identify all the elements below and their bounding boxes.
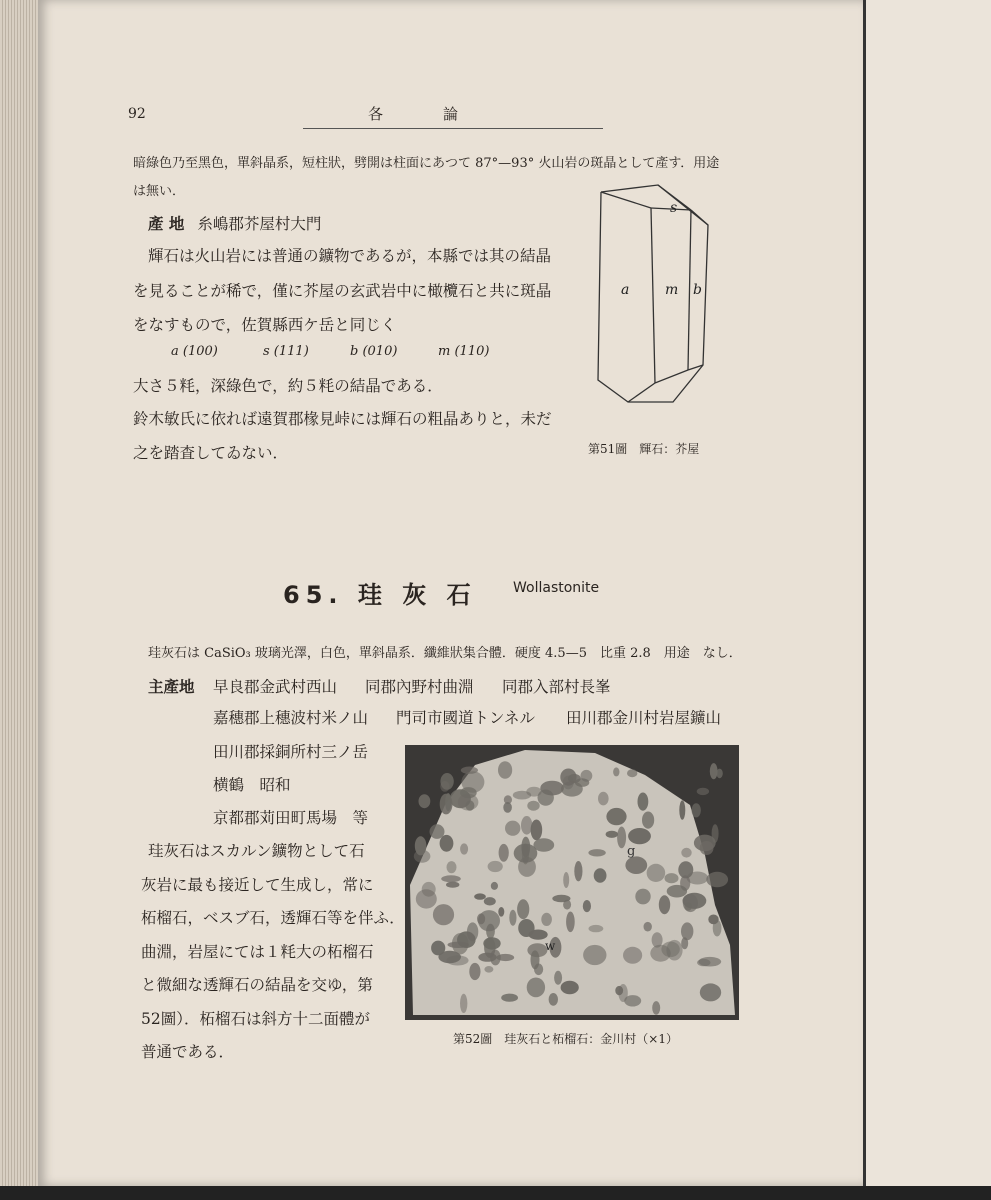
garnet-spot — [710, 763, 718, 779]
paragraph-line: をなすもので，佐賀縣西ケ岳と同じく — [133, 316, 397, 334]
garnet-spot — [652, 1001, 660, 1015]
garnet-spot — [588, 849, 605, 856]
garnet-spot — [563, 872, 569, 888]
paragraph-line: 鈴木敏氏に依れば遠賀郡椽見峠には輝石の粗晶ありと，未だ — [133, 410, 552, 428]
garnet-spot — [527, 978, 545, 998]
garnet-spot — [635, 889, 650, 905]
paragraph-line: 珪灰石はスカルン鑛物として石 — [148, 842, 365, 860]
garnet-spot — [642, 812, 654, 829]
garnet-spot — [541, 913, 552, 926]
locality-label: 產 地 — [148, 214, 185, 233]
garnet-spot — [706, 872, 728, 887]
paragraph-line: を見ることが稀で，僅に芥屋の玄武岩中に橄欖石と共に斑晶 — [133, 282, 552, 300]
adjacent-page — [863, 0, 991, 1186]
locality-item: 早良郡金武村西山 — [213, 678, 338, 696]
garnet-spot — [698, 957, 721, 967]
garnet-spot — [618, 984, 627, 1002]
figure-51-caption: 第51圖 輝石：芥屋 — [588, 442, 700, 456]
garnet-spot — [647, 864, 666, 882]
garnet-spot — [697, 788, 709, 795]
garnet-spot — [488, 861, 503, 872]
figure-52-caption: 第52圖 珪灰石と柘榴石：金川村（×1） — [453, 1032, 678, 1046]
garnet-spot — [531, 950, 540, 969]
garnet-spot — [483, 937, 500, 949]
garnet-spot — [518, 919, 534, 937]
garnet-spot — [478, 953, 496, 962]
paragraph-line: 輝石は火山岩には普通の鑛物であるが，本縣では其の結晶 — [148, 247, 552, 265]
garnet-spot — [575, 778, 589, 787]
garnet-spot — [560, 769, 576, 786]
crystal-face: a (100) — [171, 344, 218, 359]
garnet-spot — [501, 994, 518, 1002]
locality-item: 門司市國道トンネル — [396, 709, 536, 727]
locality-item: 同郡入部村長峯 — [502, 678, 611, 696]
paragraph-line: 曲淵，岩屋にては１粍大の柘榴石 — [141, 943, 374, 961]
garnet-spot — [667, 885, 687, 898]
figure-label-m: m — [665, 282, 679, 298]
figure-label-s: s — [670, 200, 678, 216]
garnet-spot — [574, 861, 582, 881]
garnet-spot — [509, 910, 516, 926]
garnet-spot — [491, 882, 498, 890]
garnet-spot — [617, 827, 626, 849]
crystal-face: m (110) — [438, 344, 490, 359]
garnet-spot — [623, 947, 642, 964]
figure-label-a: a — [621, 282, 630, 298]
garnet-spot — [561, 981, 579, 994]
garnet-spot — [583, 945, 606, 965]
photo-label-g: g — [627, 844, 636, 859]
garnet-spot — [441, 875, 461, 882]
garnet-spot — [606, 831, 618, 838]
garnet-spot — [538, 790, 554, 806]
garnet-spot — [446, 882, 459, 888]
paragraph-line: 柘榴石，ベスブ石，透輝石等を伴ふ． — [141, 909, 405, 927]
paragraph-line: 大さ５粍，深綠色で，約５粍の結晶である． — [133, 377, 443, 395]
garnet-spot — [467, 922, 478, 941]
garnet-spot — [505, 821, 520, 836]
paragraph-line: 之を踏査してゐない． — [133, 444, 289, 462]
garnet-spot — [627, 769, 637, 777]
garnet-spot — [708, 915, 718, 925]
garnet-spot — [681, 922, 693, 940]
scan-bottom-edge — [0, 1186, 991, 1200]
garnet-spot — [659, 895, 670, 914]
garnet-spot — [683, 894, 698, 912]
garnet-spot — [460, 843, 468, 854]
locality-item: 京都郡苅田町馬場 等 — [213, 809, 369, 827]
garnet-spot — [438, 951, 461, 963]
garnet-spot — [644, 922, 652, 932]
paragraph-line: 普通である． — [141, 1043, 235, 1061]
header-rule — [303, 128, 603, 129]
locality-item: 嘉穗郡上穗波村米ノ山 — [213, 709, 369, 727]
figure-label-b: b — [693, 282, 702, 298]
garnet-spot — [650, 945, 670, 962]
pyroxene-crystal-figure — [573, 180, 733, 410]
photo-label-w: w — [545, 939, 556, 953]
locality-item: 同郡內野村曲淵 — [365, 678, 474, 696]
book-page-edges — [0, 0, 38, 1200]
garnet-spot — [554, 971, 562, 985]
garnet-spot — [521, 816, 532, 835]
locality-item: 田川郡金川村岩屋鑛山 — [566, 709, 722, 727]
garnet-spot — [460, 994, 467, 1013]
garnet-spot — [440, 781, 449, 792]
intro-line: 暗綠色乃至黑色，單斜晶系，短柱狀，劈開は柱面にあつて 87°—93° 火山岩の斑晶として產す．用途 — [133, 156, 720, 171]
section-title: 65. 珪 灰 石 — [283, 581, 477, 609]
garnet-spot — [583, 900, 591, 912]
intro-line: は無い． — [133, 184, 186, 199]
garnet-spot — [422, 882, 436, 897]
garnet-spot — [484, 897, 496, 905]
paragraph-line: と微細な透輝石の結晶を交ゆ，第 — [141, 976, 373, 994]
wollastonite-specimen-photo — [405, 745, 739, 1020]
garnet-spot — [461, 767, 478, 774]
garnet-spot — [594, 868, 607, 883]
locality-text: 糸嶋郡芥屋村大門 — [197, 215, 322, 233]
garnet-spot — [498, 761, 512, 779]
running-head: 各論 — [368, 105, 519, 123]
garnet-spot — [433, 904, 454, 925]
garnet-spot — [452, 933, 469, 954]
garnet-spot — [469, 963, 480, 980]
garnet-spot — [681, 848, 691, 858]
paragraph-line: 52圖）．柘榴石は斜方十二面體が — [141, 1010, 370, 1028]
garnet-spot — [440, 835, 454, 852]
garnet-spot — [700, 983, 721, 1001]
garnet-spot — [513, 791, 531, 800]
garnet-spot — [503, 802, 512, 813]
garnet-spot — [458, 794, 479, 811]
garnet-spot — [549, 993, 558, 1006]
garnet-spot — [517, 899, 529, 919]
garnet-spot — [628, 828, 651, 844]
garnet-spot — [712, 824, 719, 843]
garnet-spot — [613, 767, 619, 776]
book-page — [38, 0, 863, 1186]
section-subtitle: Wollastonite — [513, 580, 600, 596]
garnet-spot — [692, 803, 701, 817]
locality-item: 田川郡採銅所村三ノ岳 — [213, 743, 369, 761]
garnet-spot — [447, 861, 457, 873]
garnet-spot — [474, 893, 486, 899]
garnet-spot — [527, 801, 539, 811]
locality-item: 横鶴 昭和 — [213, 776, 291, 794]
garnet-spot — [638, 793, 649, 811]
main-localities-label: 主產地 — [148, 677, 195, 696]
crystal-face: s (111) — [263, 344, 309, 359]
garnet-spot — [552, 895, 570, 903]
section-intro: 珪灰石は CaSiO₃ 玻璃光澤，白色，單斜晶系．纖維狀集合體．硬度 4.5—5 比重 2.8 用途 なし． — [148, 646, 742, 661]
garnet-spot — [531, 820, 543, 841]
garnet-spot — [415, 836, 427, 855]
garnet-spot — [598, 792, 609, 806]
garnet-spot — [566, 912, 575, 933]
garnet-spot — [484, 966, 493, 973]
page-number: 92 — [128, 106, 146, 122]
garnet-spot — [533, 838, 554, 851]
garnet-spot — [625, 856, 647, 874]
garnet-spot — [518, 857, 536, 877]
garnet-spot — [499, 844, 509, 862]
crystal-face: b (010) — [350, 344, 398, 359]
garnet-spot — [589, 925, 604, 932]
garnet-spot — [665, 873, 679, 883]
garnet-spot — [679, 800, 685, 819]
garnet-spot — [687, 872, 709, 885]
garnet-spot — [430, 824, 445, 839]
garnet-spot — [419, 794, 431, 808]
garnet-spot — [477, 913, 485, 924]
garnet-spot — [606, 808, 626, 825]
paragraph-line: 灰岩に最も接近して生成し，常に — [141, 876, 374, 894]
garnet-spot — [498, 907, 504, 917]
